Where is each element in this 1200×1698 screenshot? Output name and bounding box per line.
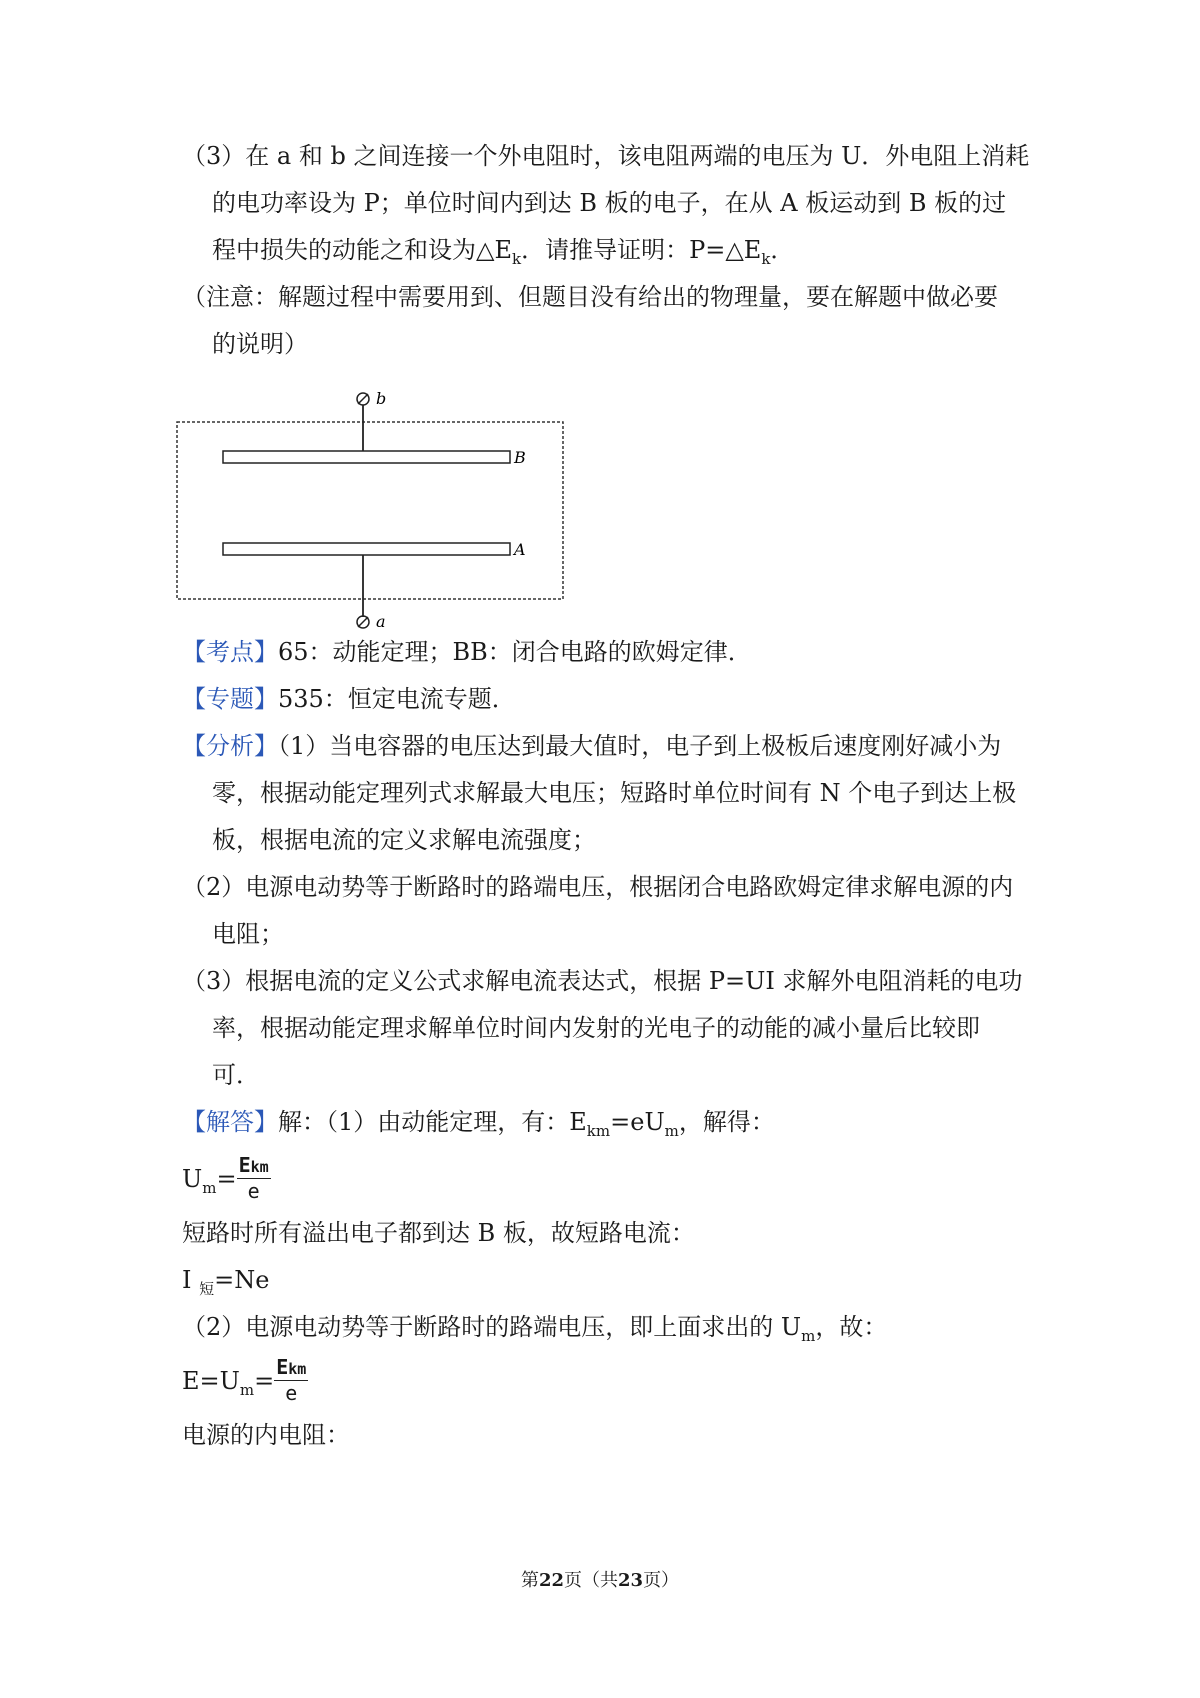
label-a: a (376, 612, 386, 631)
dashed-enclosure (177, 422, 563, 599)
question-note-line2: 的说明） (212, 330, 308, 358)
fenxi-tag: 【分析】 (182, 732, 278, 760)
page-number: 22 (538, 1570, 564, 1591)
equation-e: $E=U_m=$ $\frac{\text{Ekm}}{e}$ (182, 1355, 307, 1405)
jieda-line5: （2）电源电动势等于断路时的路端电压，即上面求出的 $U_m$，故： (182, 1313, 888, 1345)
page-footer: 第22页（共23页） (520, 1570, 680, 1591)
plate-A (223, 543, 510, 555)
jieda-line4: I $_短$=Ne (182, 1266, 270, 1298)
label-b: b (376, 389, 387, 408)
plate-B (223, 451, 510, 463)
fenxi-line7: 率，根据动能定理求解单位时间内发射的光电子的动能的减小量后比较即 (212, 1014, 980, 1042)
jieda-line7: 电源的内电阻： (182, 1421, 350, 1449)
equation-um: $U_m=$ $\frac{\text{Ekm}}{e}$ (182, 1153, 269, 1203)
fenxi-line8: 可． (212, 1061, 260, 1089)
fenxi-line5: 电阻； (212, 920, 284, 948)
label-B: B (514, 448, 526, 467)
question-p3-line3: 程中损失的动能之和设为$\triangle E_k$．请推导证明：$P=\triangle E_k$． (212, 236, 795, 268)
jieda-line3: 短路时所有溢出电子都到达 B 板，故短路电流： (182, 1219, 695, 1247)
jieda-tag: 【解答】 (182, 1108, 278, 1136)
page-total: 23 (618, 1570, 644, 1591)
fraction-ekm-over-e-2: $\frac{\text{Ekm}}{e}$ (276, 1355, 307, 1405)
fenxi-line2: 零，根据动能定理列式求解最大电压；短路时单位时间有 N 个电子到达上极 (212, 779, 1017, 807)
question-note-line1: （注意：解题过程中需要用到、但题目没有给出的物理量，要在解题中做必要 (182, 283, 998, 311)
fenxi-line1: 【分析】（1）当电容器的电压达到最大值时，电子到上极板后速度刚好减小为 (182, 732, 1002, 760)
fenxi-line6: （3）根据电流的定义公式求解电流表达式，根据 P=UI 求解外电阻消耗的电功 (182, 967, 1023, 995)
jieda-line1: 【解答】解：（1）由动能定理，有：$E_{km}=eU_m$，解得： (182, 1108, 775, 1140)
kaodian-line: 【考点】65：动能定理；BB：闭合电路的欧姆定律． (182, 638, 752, 666)
question-p3-line1: （3）在 a 和 b 之间连接一个外电阻时，该电阻两端的电压为 U．外电阻上消耗 (182, 142, 1030, 170)
fenxi-line4: （2）电源电动势等于断路时的路端电压，根据闭合电路欧姆定律求解电源的内 (182, 873, 1014, 901)
label-A: A (514, 540, 526, 559)
capacitor-figure (170, 385, 580, 635)
kaodian-tag: 【考点】 (182, 638, 278, 666)
fenxi-line3: 板，根据电流的定义求解电流强度； (212, 826, 596, 854)
fraction-ekm-over-e: $\frac{\text{Ekm}}{e}$ (238, 1153, 269, 1203)
question-p3-line2: 的电功率设为 P；单位时间内到达 B 板的电子，在从 A 板运动到 B 板的过 (212, 189, 1007, 217)
zhuanti-line: 【专题】535：恒定电流专题． (182, 685, 516, 713)
zhuanti-tag: 【专题】 (182, 685, 278, 713)
